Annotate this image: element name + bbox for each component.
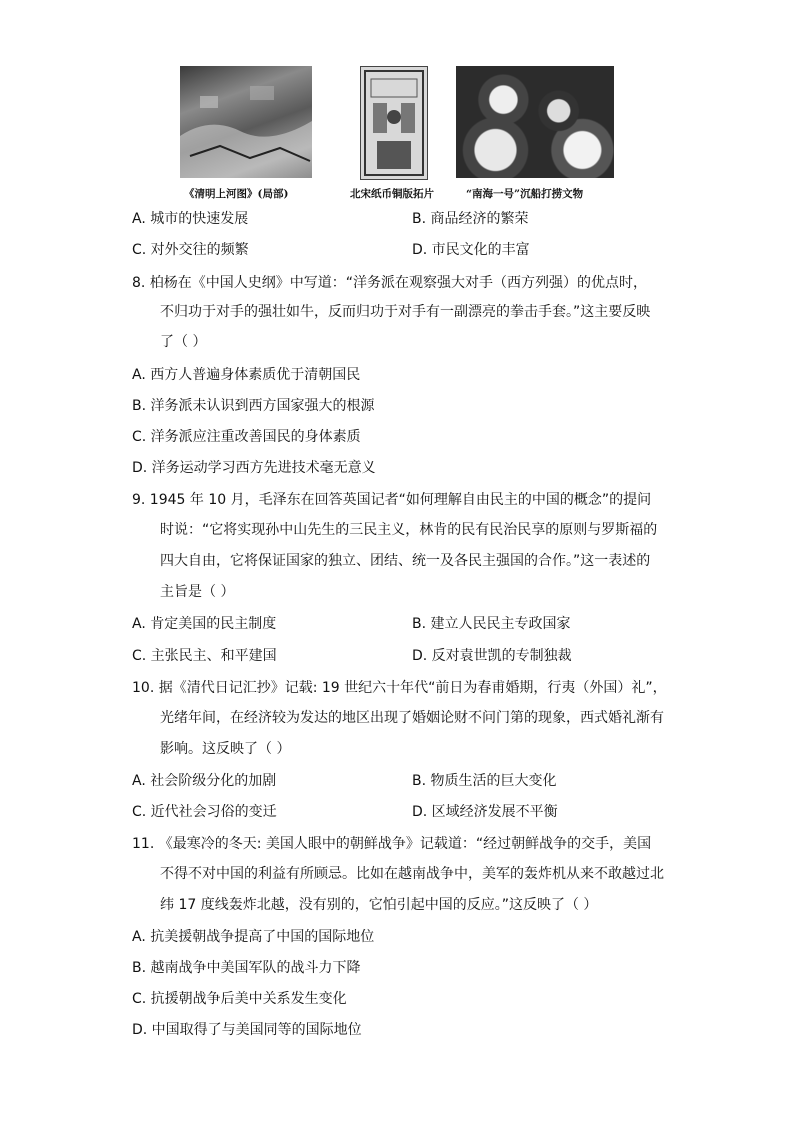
q8-stem-line: 了（ ） [160,334,207,350]
song-banknote-rubbing-image [360,66,428,180]
q7-option-d: D. 市民文化的丰富 [412,242,530,258]
q11-stem-line: 不得不对中国的利益有所顾忌。比如在越南战争中，美军的轰炸机从来不敢越过北 [160,866,664,882]
q10-stem-line: 10. 据《清代日记汇抄》记载: 19 世纪六十年代“前日为春甫婚期，行夷（外国）礼”， [132,680,667,696]
q9-option-c: C. 主张民主、和平建国 [132,648,277,664]
q7-option-c: C. 对外交往的频繁 [132,242,249,258]
figure-caption: 北宋纸币铜版拓片 [350,188,434,200]
q10-option-d: D. 区域经济发展不平衡 [412,804,558,820]
q8-option-a: A. 西方人普遍身体素质优于清朝国民 [132,367,361,383]
q9-stem-line: 时说：“它将实现孙中山先生的三民主义，林肯的民有民治民享的原则与罗斯福的 [160,522,658,538]
nanhai-one-artifacts-image [456,66,614,178]
q8-option-d: D. 洋务运动学习西方先进技术毫无意义 [132,460,376,476]
q11-option-a: A. 抗美援朝战争提高了中国的国际地位 [132,929,375,945]
q7-option-a: A. 城市的快速发展 [132,211,249,227]
q9-stem-line: 四大自由，它将保证国家的独立、团结、统一及各民主强国的合作。”这一表述的 [160,553,651,569]
q8-stem-line: 不归功于对手的强壮如牛，反而归功于对手有一副漂亮的拳击手套。”这主要反映 [160,304,651,320]
qingming-painting-image [180,66,312,178]
q8-option-b: B. 洋务派未认识到西方国家强大的根源 [132,398,375,414]
figure-caption: 《清明上河图》(局部) [184,188,289,200]
figure-caption: “南海一号”沉船打捞文物 [466,188,584,200]
q8-stem-line: 8. 柏杨在《中国人史纲》中写道：“洋务派在观察强大对手（西方列强）的优点时， [132,275,648,291]
q9-option-b: B. 建立人民民主专政国家 [412,616,571,632]
q11-option-c: C. 抗援朝战争后美中关系发生变化 [132,991,347,1007]
q7-option-b: B. 商品经济的繁荣 [412,211,529,227]
q8-option-c: C. 洋务派应注重改善国民的身体素质 [132,429,361,445]
q11-stem-line: 纬 17 度线轰炸北越，没有别的，它怕引起中国的反应。”这反映了（ ） [160,897,598,913]
q10-option-c: C. 近代社会习俗的变迁 [132,804,277,820]
q9-option-d: D. 反对袁世凯的专制独裁 [412,648,572,664]
q10-option-b: B. 物质生活的巨大变化 [412,773,557,789]
q11-option-b: B. 越南战争中美国军队的战斗力下降 [132,960,361,976]
q10-stem-line: 影响。这反映了（ ） [160,741,291,757]
figure-strip [180,66,620,206]
q10-stem-line: 光绪年间，在经济较为发达的地区出现了婚姻论财不问门第的现象，西式婚礼渐有 [160,710,664,726]
q11-option-d: D. 中国取得了与美国同等的国际地位 [132,1022,362,1038]
q10-option-a: A. 社会阶级分化的加剧 [132,773,277,789]
q9-option-a: A. 肯定美国的民主制度 [132,616,277,632]
q9-stem-line: 主旨是（ ） [160,584,235,600]
q11-stem-line: 11. 《最寒冷的冬天: 美国人眼中的朝鲜战争》记载道：“经过朝鲜战争的交手，美国 [132,836,652,852]
q9-stem-line: 9. 1945 年 10 月，毛泽东在回答英国记者“如何理解自由民主的中国的概念”的提问 [132,492,652,508]
